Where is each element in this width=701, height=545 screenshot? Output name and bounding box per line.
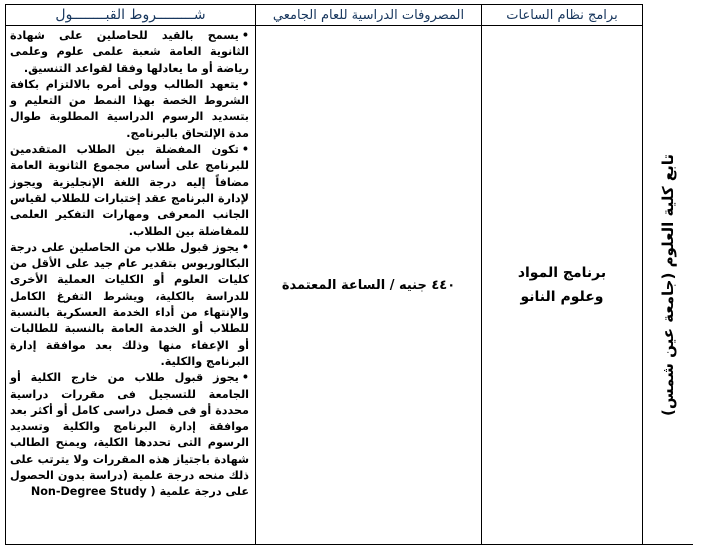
condition-item: •تكون المفضلة بين الطلاب المتقدمين للبرنامج على أساس مجموع الثانوية العامة مضافاً إليه درجة اللغة الإنجليزية ويجوز لإدارة البرنامج عقد إختبارات للطلاب لقياس الجانب المعرفى ومهارات التفكير العلمى للمفاضلة بين الطلاب. <box>10 143 249 238</box>
affiliation-text: تابع كلية العلوم (جامعة عين شمس) <box>659 154 677 416</box>
header-conditions: شـــــــــروط القبــــــــول <box>5 4 255 26</box>
condition-item: •يجوز قبول طلاب من خارج الكلية أو الجامعة للتسجيل فى مقررات دراسية محددة أو فى فصل دراسى كامل أو أكثر بعد موافقة إدارة البرنامج والكلية وتسديد الرسوم التى تحددها الكلية، ويمنح الطالب شهادة باجتياز هذه المقررات ولا يترتب على ذلك منحه درجة علمية (دراسة بدون الحصول على درجة علمية Non-Degree Study ) <box>10 371 249 499</box>
affiliation-cell <box>643 26 693 544</box>
condition-item: •يتعهد الطالب وولى أمره بالالتزام بكافة الشروط الخصة بهذا النمط من التعليم و بتسديد الرسوم الدراسية المطلوبة طوال مدة الإلتحاق بالبرنامج. <box>10 77 249 140</box>
non-degree-label: Non-Degree Study ) <box>30 485 156 499</box>
fees-value: ٤٤٠ جنيه / الساعة المعتمدة <box>281 277 456 293</box>
condition-item: •يجوز قبول طلاب من الحاصلين على درجة البكالوريوس بتقدير عام جيد على الأقل من كليات العلوم أو الكليات العملية الأخرى للدراسة بالكلية، ويشرط التفرغ الكامل والإنتهاء من أداء الخدمة العسكرية بالنسبة للطلاب أو الخدمة العامة بالنسبة للطالبات أو الإعفاء منها وذلك بعد موافقة إدارة البرنامج والكلية. <box>10 240 249 368</box>
conditions-cell <box>5 26 255 544</box>
bullet-icon: • <box>241 371 249 385</box>
conditions-list <box>6 26 255 501</box>
bullet-icon: • <box>241 29 249 42</box>
bullet-icon: • <box>241 143 249 157</box>
condition-item: •يسمح بالقيد للحاصلين على شهادة الثانوية العامة شعبة علمى علوم وعلمى رياضة أو ما يعادلها وفقا لقواعد التنسيق. <box>10 29 249 75</box>
header-fees: المصروفات الدراسية للعام الجامعي <box>255 4 481 26</box>
fees-cell <box>255 26 481 544</box>
bullet-icon: • <box>241 77 249 91</box>
program-cell <box>481 26 643 544</box>
header-programs: برامج نظام الساعات <box>481 4 643 26</box>
program-name: برنامج المواد وعلوم النانو <box>517 265 607 305</box>
bullet-icon: • <box>241 240 249 254</box>
